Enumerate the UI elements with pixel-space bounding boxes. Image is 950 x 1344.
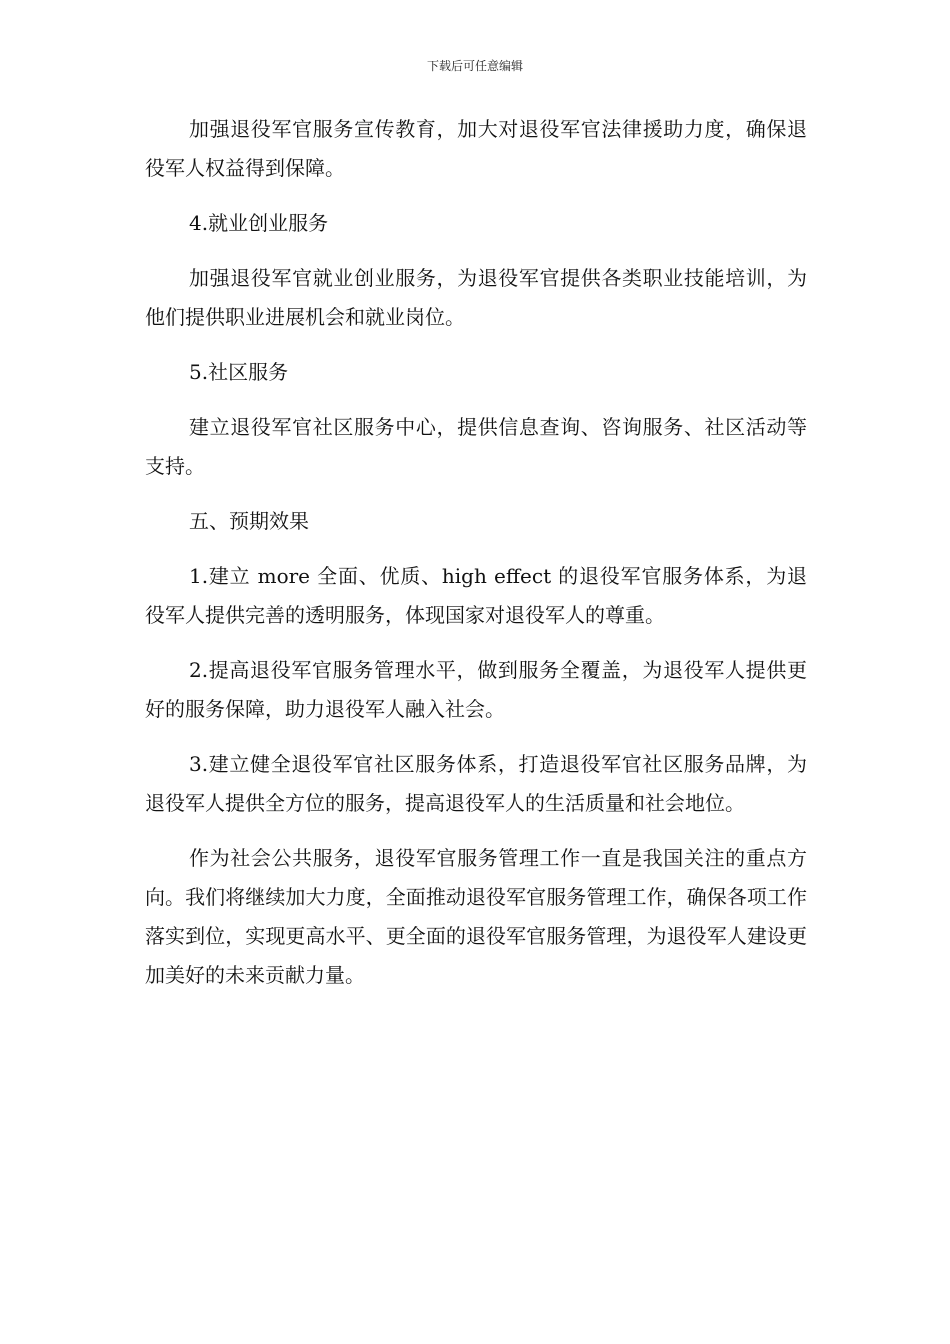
paragraph-employment: 加强退役军官就业创业服务，为退役军官提供各类职业技能培训，为他们提供职业进展机会和就业岗位。 <box>145 266 807 329</box>
section-heading-expected-results: 五、预期效果 <box>189 509 309 533</box>
paragraph-community: 建立退役军官社区服务中心，提供信息查询、咨询服务、社区活动等支持。 <box>145 415 807 478</box>
page-header-note: 下载后可任意编辑 <box>426 59 523 73</box>
section-heading-employment: 4.就业创业服务 <box>189 211 329 235</box>
document-body <box>145 110 807 1011</box>
section-heading-community: 5.社区服务 <box>189 360 289 384</box>
paragraph-legal-aid: 加强退役军官服务宣传教育，加大对退役军官法律援助力度，确保退役军人权益得到保障。 <box>145 117 807 180</box>
paragraph-conclusion: 作为社会公共服务，退役军官服务管理工作一直是我国关注的重点方向。我们将继续加大力度，全面推动退役军官服务管理工作，确保各项工作落实到位，实现更高水平、更全面的退役军官服务管理，为退役军人建设更加美好的未来贡献力量。 <box>145 846 807 987</box>
paragraph-result-3: 3.建立健全退役军官社区服务体系，打造退役军官社区服务品牌，为退役军人提供全方位的服务，提高退役军人的生活质量和社会地位。 <box>145 752 807 815</box>
paragraph-result-1: 1.建立 more 全面、优质、high effect 的退役军官服务体系，为退役军人提供完善的透明服务，体现国家对退役军人的尊重。 <box>145 564 807 627</box>
paragraph-result-2: 2.提高退役军官服务管理水平，做到服务全覆盖，为退役军人提供更好的服务保障，助力退役军人融入社会。 <box>145 658 807 721</box>
